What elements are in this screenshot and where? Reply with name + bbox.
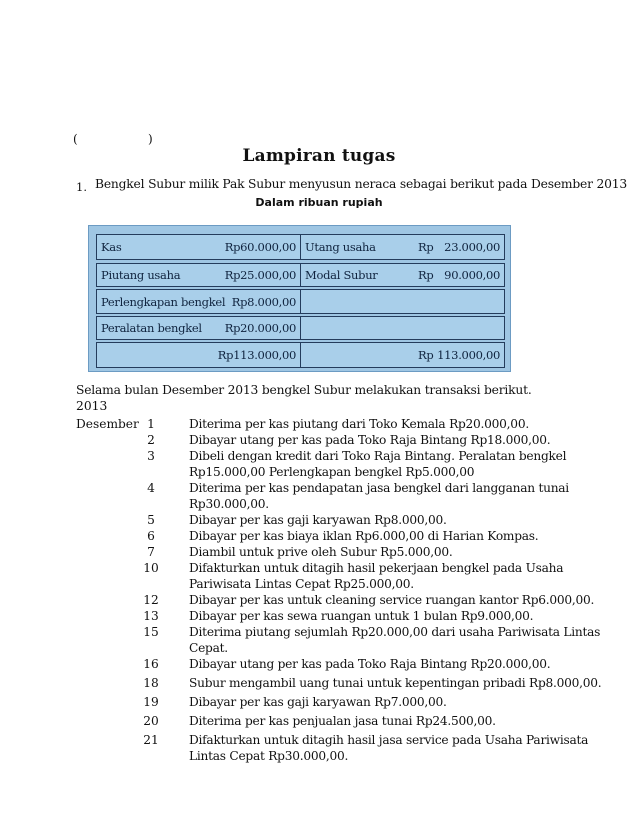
transaction-description: Dibayar utang per kas pada Toko Raja Bintang Rp20.000,00.: [189, 657, 551, 671]
liabilities-cell: [300, 234, 505, 260]
transactions-year: 2013: [76, 399, 108, 413]
transaction-item: [0, 512, 638, 528]
asset-label: Kas: [101, 240, 122, 254]
transaction-description: Diambil untuk prive oleh Subur Rp5.000,00.: [189, 545, 453, 559]
transaction-description: Dibayar per kas sewa ruangan untuk 1 bulan Rp9.000,00.: [189, 609, 534, 623]
transaction-description: Diterima piutang sejumlah Rp20.000,00 dari usaha Pariwisata Lintas: [189, 625, 601, 639]
asset-label: Peralatan bengkel: [101, 321, 202, 335]
transaction-item: [0, 608, 638, 624]
liabilities-cell: [300, 342, 505, 368]
transaction-day: 10: [143, 561, 159, 575]
liability-value: 23.000,00: [444, 240, 500, 254]
transaction-day: 7: [147, 545, 155, 559]
balance-row: [89, 263, 510, 287]
transaction-day: 1: [147, 417, 155, 431]
transaction-description: Dibayar per kas gaji karyawan Rp7.000,00.: [189, 695, 447, 709]
transaction-day: 19: [143, 695, 159, 709]
transaction-description: Rp30.000,00.: [189, 497, 269, 511]
balance-row: [89, 316, 510, 340]
transaction-description: Diterima per kas pendapatan jasa bengkel dari langganan tunai: [189, 481, 569, 495]
transaction-description: Dibayar utang per kas pada Toko Raja Bintang Rp18.000,00.: [189, 433, 551, 447]
transaction-item: [0, 528, 638, 544]
transaction-description: Difakturkan untuk ditagih hasil jasa service pada Usaha Pariwisata: [189, 733, 589, 747]
assets-cell: [96, 342, 301, 368]
asset-value: Rp113.000,00: [217, 348, 296, 362]
transaction-description: Cepat.: [189, 641, 228, 655]
transaction-item: [0, 675, 638, 691]
transaction-item: [0, 416, 638, 432]
liabilities-cell: [300, 263, 505, 287]
asset-value: Rp25.000,00: [224, 268, 296, 282]
assets-cell: [96, 316, 301, 340]
transaction-description: Dibeli dengan kredit dari Toko Raja Bintang. Peralatan bengkel: [189, 449, 567, 463]
transaction-description: Diterima per kas piutang dari Toko Kemala Rp20.000,00.: [189, 417, 529, 431]
liability-currency: Rp: [418, 348, 434, 362]
liability-currency: Rp: [418, 268, 434, 282]
asset-label: Perlengkapan bengkel: [101, 294, 226, 309]
transaction-item: [0, 544, 638, 560]
asset-value: Rp20.000,00: [224, 321, 296, 335]
transaction-day: 13: [143, 609, 159, 623]
balance-sheet-table: [88, 225, 511, 372]
transaction-day: 4: [147, 481, 155, 495]
liability-currency: Rp: [418, 240, 434, 254]
liability-value: 113.000,00: [437, 348, 500, 362]
assets-cell: [96, 289, 301, 314]
transaction-item: [0, 624, 638, 656]
transaction-day: 12: [143, 593, 159, 607]
transaction-description: Lintas Cepat Rp30.000,00.: [189, 749, 349, 763]
balance-row: [89, 289, 510, 314]
transaction-description: Difakturkan untuk ditagih hasil pekerjaan bengkel pada Usaha: [189, 561, 564, 575]
transaction-day: 20: [143, 714, 159, 728]
transaction-description: Pariwisata Lintas Cepat Rp25.000,00.: [189, 577, 414, 591]
transaction-day: 21: [143, 733, 159, 747]
transaction-description: Rp15.000,00 Perlengkapan bengkel Rp5.000,00: [189, 465, 475, 479]
assets-cell: [96, 263, 301, 287]
question-number: 1.: [76, 180, 87, 194]
open-parenthesis: (: [73, 132, 78, 146]
transaction-description: Dibayar per kas biaya iklan Rp6.000,00 di Harian Kompas.: [189, 529, 539, 543]
transaction-day: 5: [147, 513, 155, 527]
asset-value: Rp60.000,00: [224, 240, 296, 254]
transaction-item: [0, 656, 638, 672]
liability-value: 90.000,00: [444, 268, 500, 282]
transaction-day: 18: [143, 676, 159, 690]
transaction-description: Dibayar per kas gaji karyawan Rp8.000,00.: [189, 513, 447, 527]
question-text: Bengkel Subur milik Pak Subur menyusun neraca sebagai berikut pada Desember 2013: [95, 177, 628, 191]
transaction-item: [0, 694, 638, 710]
transaction-item: [0, 713, 638, 729]
balance-row: [89, 342, 510, 368]
balance-row: [89, 234, 510, 260]
transactions-intro: Selama bulan Desember 2013 bengkel Subur melakukan transaksi berikut.: [76, 383, 532, 397]
transaction-day: 6: [147, 529, 155, 543]
liabilities-cell: [300, 316, 505, 340]
liability-label: Modal Subur: [305, 268, 378, 282]
transaction-item: [0, 560, 638, 592]
close-parenthesis: ): [148, 132, 153, 146]
liabilities-cell: [300, 289, 505, 314]
liability-label: Utang usaha: [305, 240, 376, 254]
page-title: Lampiran tugas: [242, 146, 396, 166]
transaction-item: [0, 732, 638, 764]
transaction-description: Subur mengambil uang tunai untuk kepentingan pribadi Rp8.000,00.: [189, 676, 602, 690]
transaction-item: [0, 432, 638, 448]
transaction-item: [0, 448, 638, 480]
transaction-item: [0, 480, 638, 512]
currency-unit-subtitle: Dalam ribuan rupiah: [255, 196, 383, 209]
transaction-month: Desember: [76, 417, 139, 431]
transaction-description: Diterima per kas penjualan jasa tunai Rp24.500,00.: [189, 714, 496, 728]
asset-label: Piutang usaha: [101, 268, 181, 282]
assets-cell: [96, 234, 301, 260]
transaction-day: 3: [147, 449, 155, 463]
transaction-day: 2: [147, 433, 155, 447]
transaction-day: 16: [143, 657, 159, 671]
transaction-description: Dibayar per kas untuk cleaning service ruangan kantor Rp6.000,00.: [189, 593, 595, 607]
asset-value: Rp8.000,00: [231, 294, 296, 309]
transaction-day: 15: [143, 625, 159, 639]
transaction-item: [0, 592, 638, 608]
